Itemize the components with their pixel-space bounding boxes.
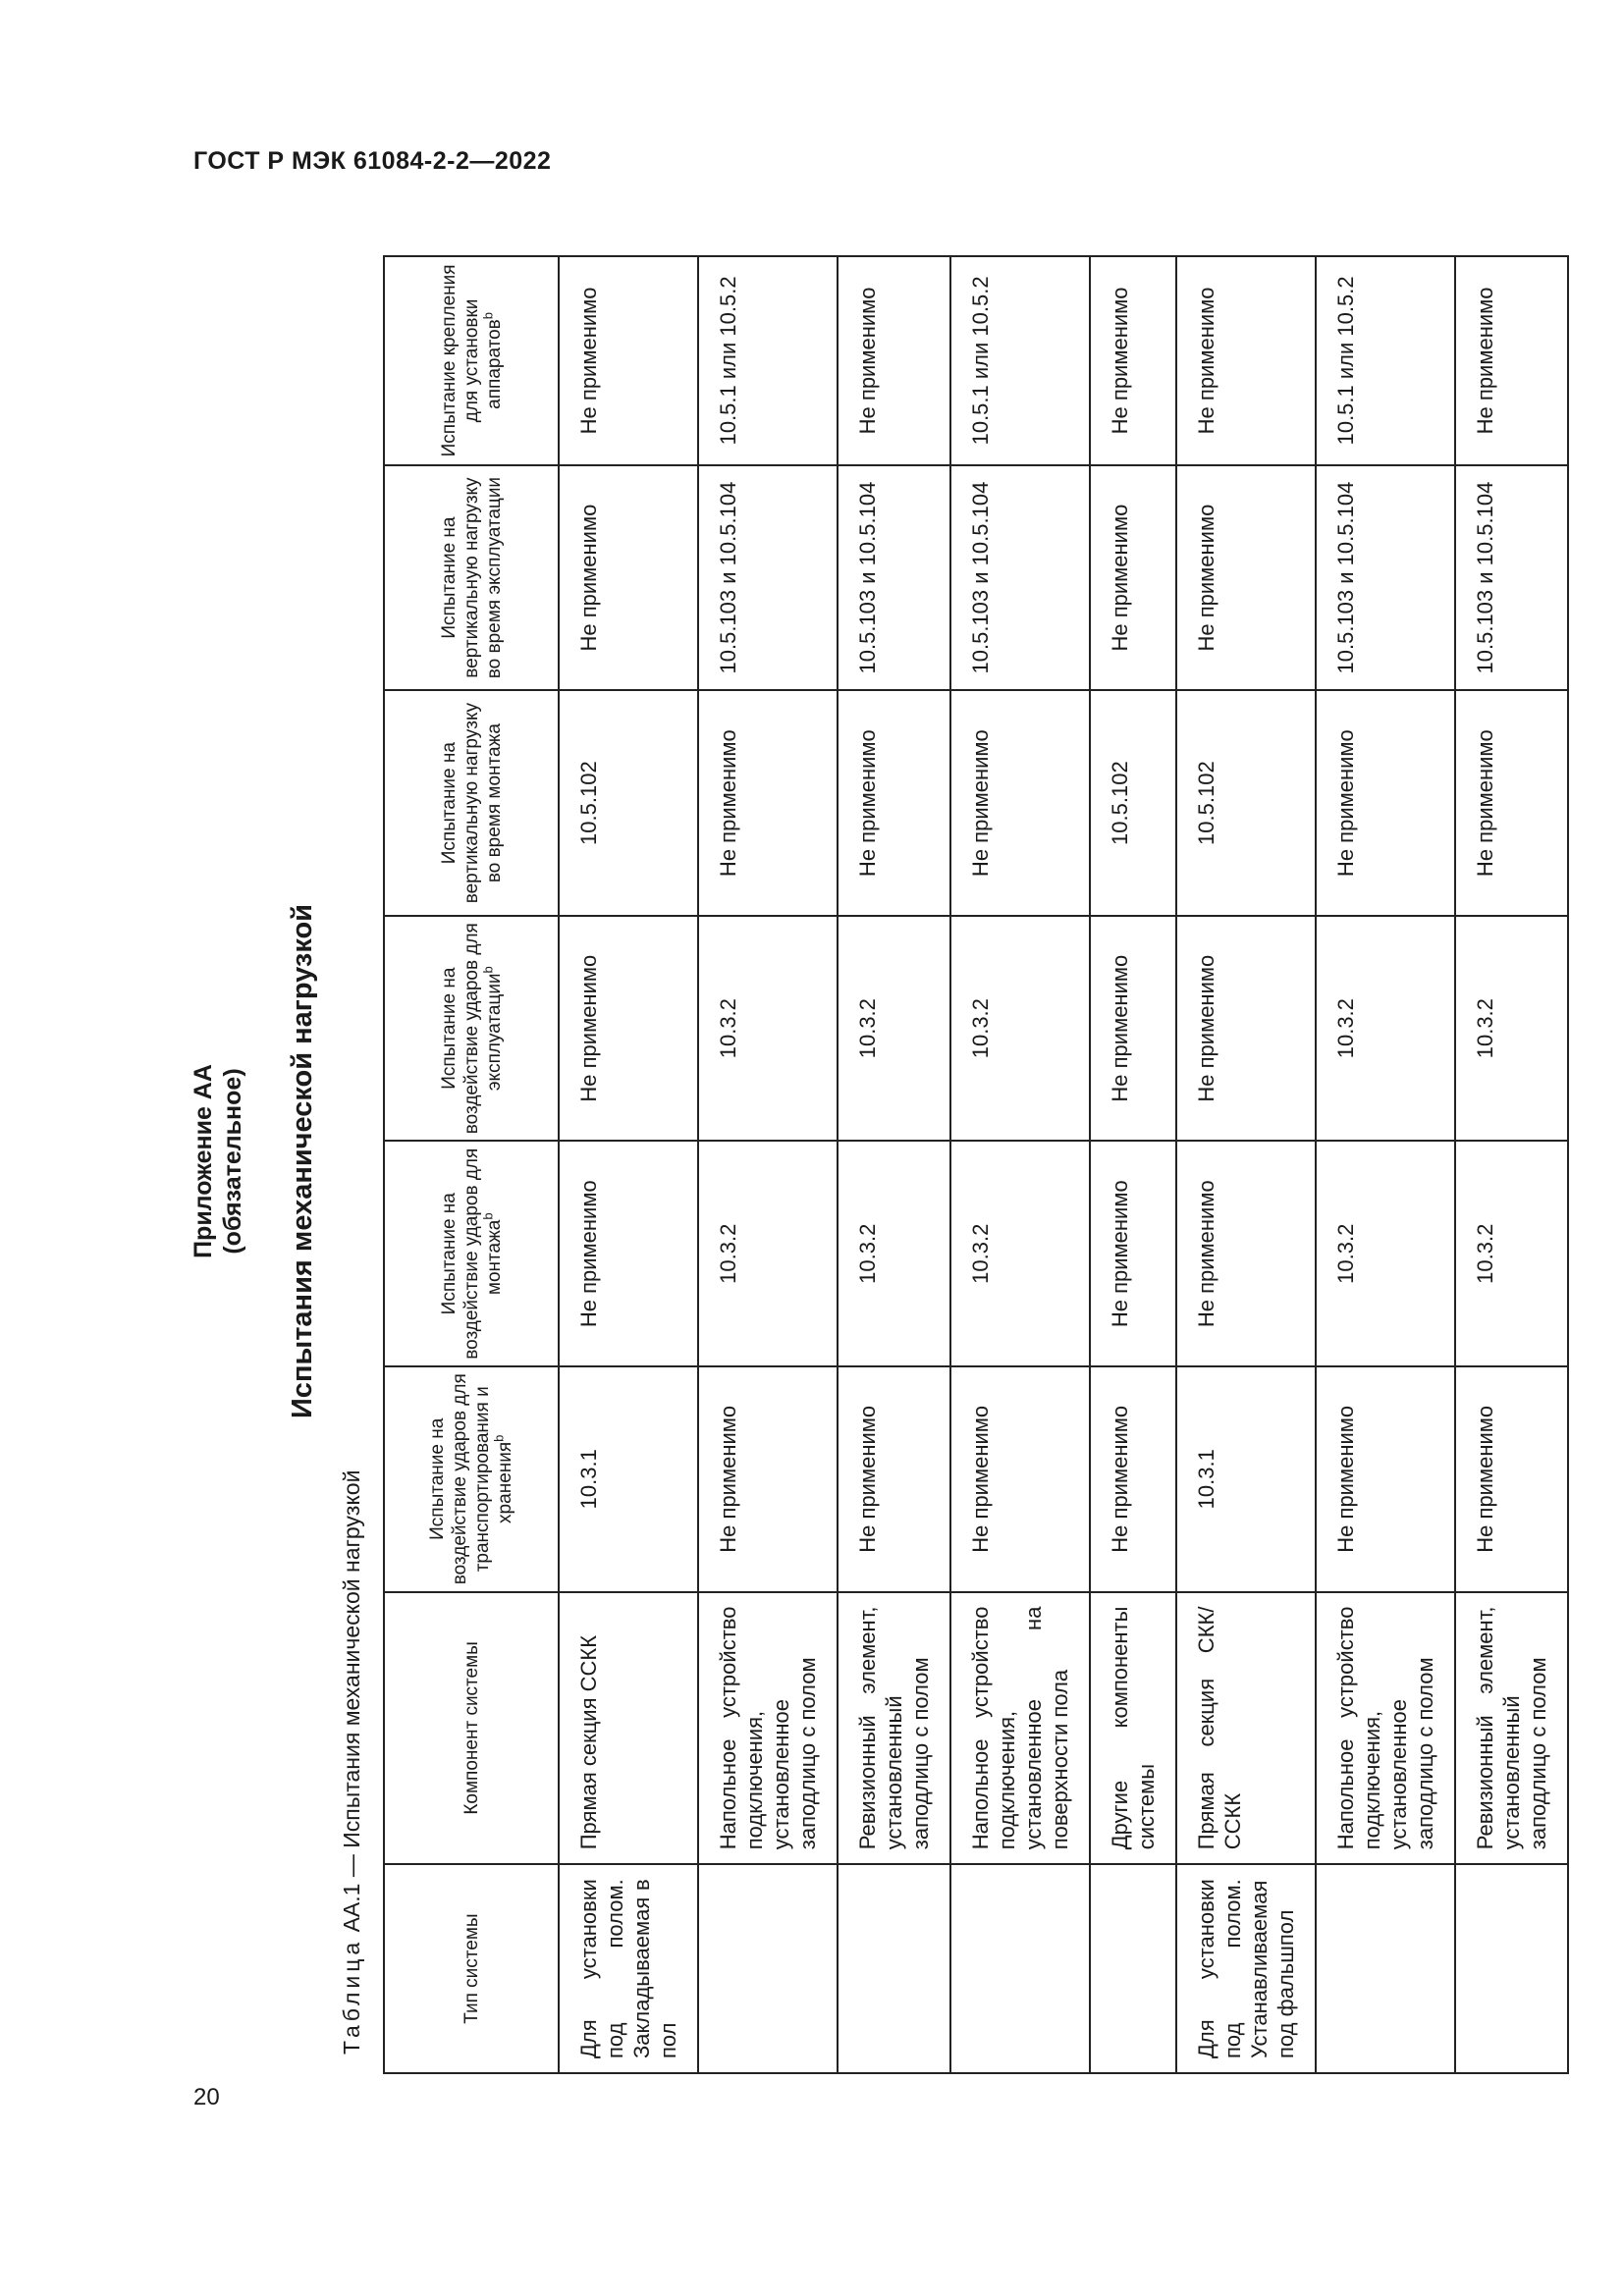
test-clause-cell: 10.3.2 (698, 916, 838, 1142)
system-type-cell (1455, 1864, 1568, 2073)
table-caption-prefix: Таблица (339, 1938, 364, 2055)
footnote-marker: b (491, 1434, 507, 1442)
column-header (384, 690, 559, 916)
test-clause-cell: 10.3.2 (838, 1141, 950, 1366)
test-clause-cell: Не применимо (1176, 256, 1316, 465)
column-header-label: Испытание на воздействие ударов для транспортирования и хранения (427, 1373, 515, 1585)
table-row (838, 256, 950, 2073)
system-type-cell (1316, 1864, 1455, 2073)
test-clause-cell: 10.3.2 (1455, 1141, 1568, 1366)
component-cell: Ревизионный элемент, установленный заподлицо с полом (1455, 1592, 1568, 1865)
footnote-marker: b (480, 1212, 496, 1220)
component-cell: Другие компоненты системы (1090, 1592, 1176, 1865)
test-clause-cell: 10.5.103 и 10.5.104 (838, 465, 950, 691)
test-clause-cell: 10.3.2 (1316, 1141, 1455, 1366)
test-clause-cell: Не применимо (559, 916, 698, 1142)
table-body (559, 256, 1568, 2073)
appendix-status: (обязательное) (219, 1068, 246, 1255)
test-clause-cell: 10.5.102 (559, 690, 698, 916)
table-row (698, 256, 838, 2073)
test-clause-cell: Не применимо (838, 1366, 950, 1592)
component-cell: Ревизионный элемент, установленный заподлицо с полом (838, 1592, 950, 1865)
test-clause-cell: 10.5.102 (1090, 690, 1176, 916)
column-header-label: Испытание на вертикальную нагрузку во время эксплуатации (438, 476, 505, 679)
mechanical-tests-table (383, 255, 1569, 2074)
test-clause-cell: Не применимо (1316, 1366, 1455, 1592)
test-clause-cell: Не применимо (698, 690, 838, 916)
system-type-cell (838, 1864, 950, 2073)
test-clause-cell: 10.5.103 и 10.5.104 (698, 465, 838, 691)
column-header (384, 256, 559, 465)
test-clause-cell: 10.5.102 (1176, 690, 1316, 916)
test-clause-cell: Не применимо (1455, 1366, 1568, 1592)
appendix-heading (189, 239, 247, 2084)
test-clause-cell: 10.5.1 или 10.5.2 (698, 256, 838, 465)
document-header: ГОСТ Р МЭК 61084-2-2—2022 (193, 147, 552, 175)
test-clause-cell: Не применимо (559, 1141, 698, 1366)
rotated-page-content (189, 239, 1550, 2084)
test-clause-cell: Не применимо (838, 690, 950, 916)
test-clause-cell: Не применимо (1090, 465, 1176, 691)
test-clause-cell: 10.5.103 и 10.5.104 (1316, 465, 1455, 691)
system-type-cell: Для установки под полом. Устанавливаемая под фальшпол (1176, 1864, 1316, 2073)
component-cell: Напольное устройство подключения, установленное заподлицо с полом (698, 1592, 838, 1865)
test-clause-cell: 10.5.103 и 10.5.104 (1455, 465, 1568, 691)
test-clause-cell: 10.5.103 и 10.5.104 (950, 465, 1090, 691)
test-clause-cell: Не применимо (1176, 1141, 1316, 1366)
system-type-cell (698, 1864, 838, 2073)
test-clause-cell: Не применимо (1090, 1366, 1176, 1592)
test-clause-cell: 10.3.2 (698, 1141, 838, 1366)
component-cell: Прямая секция СКК/ССКК (1176, 1592, 1316, 1865)
test-clause-cell: Не применимо (1176, 465, 1316, 691)
test-clause-cell: Не применимо (1455, 256, 1568, 465)
system-type-cell: Для установки под полом. Закладываемая в пол (559, 1864, 698, 2073)
component-cell: Напольное устройство подключения, установленное заподлицо с полом (1316, 1592, 1455, 1865)
test-clause-cell: 10.3.2 (838, 916, 950, 1142)
test-clause-cell: 10.3.2 (1455, 916, 1568, 1142)
test-clause-cell: 10.3.2 (1316, 916, 1455, 1142)
test-clause-cell: Не применимо (838, 256, 950, 465)
test-clause-cell: Не применимо (698, 1366, 838, 1592)
test-clause-cell: 10.3.2 (950, 916, 1090, 1142)
test-clause-cell: 10.3.1 (559, 1366, 698, 1592)
page-number: 20 (193, 2084, 220, 2110)
test-clause-cell: Не применимо (1090, 256, 1176, 465)
footnote-marker: b (480, 966, 496, 974)
table-row (1176, 256, 1316, 2073)
test-clause-cell: Не применимо (559, 465, 698, 691)
table-row (1455, 256, 1568, 2073)
column-header (384, 465, 559, 691)
test-clause-cell: Не применимо (1090, 916, 1176, 1142)
column-header-label: Испытание на вертикальную нагрузку во время монтажа (438, 702, 505, 904)
column-header (384, 1366, 559, 1592)
column-header (384, 1141, 559, 1366)
system-type-cell (950, 1864, 1090, 2073)
table-row (559, 256, 698, 2073)
test-clause-cell: 10.3.1 (1176, 1366, 1316, 1592)
component-cell: Прямая секция ССКК (559, 1592, 698, 1865)
column-header-label: Испытание крепления для установки аппаратов (438, 264, 505, 457)
column-header (384, 916, 559, 1142)
table-header-row (384, 256, 559, 2073)
test-clause-cell: Не применимо (1455, 690, 1568, 916)
test-clause-cell: 10.5.1 или 10.5.2 (1316, 256, 1455, 465)
test-clause-cell: 10.3.2 (950, 1141, 1090, 1366)
column-header-label: Испытание на воздействие ударов для монтажа (438, 1148, 505, 1360)
test-clause-cell: Не применимо (950, 690, 1090, 916)
appendix-title: Приложение АА (189, 1064, 217, 1258)
table-row (1090, 256, 1176, 2073)
table-row (1316, 256, 1455, 2073)
test-clause-cell: Не применимо (1176, 916, 1316, 1142)
table-caption (339, 1470, 365, 2055)
test-clause-cell: Не применимо (1316, 690, 1455, 916)
test-clause-cell: 10.5.1 или 10.5.2 (950, 256, 1090, 465)
footnote-marker: b (480, 312, 496, 320)
column-header-label: Компонент системы (460, 1641, 482, 1815)
section-title: Испытания механической нагрузкой (287, 903, 318, 1419)
component-cell: Напольное устройство подключения, установленное на поверхности пола (950, 1592, 1090, 1865)
column-header-label: Испытание на воздействие ударов для эксплуатации (438, 923, 505, 1135)
test-clause-cell: Не применимо (1090, 1141, 1176, 1366)
column-header (384, 1864, 559, 2073)
table-row (950, 256, 1090, 2073)
column-header (384, 1592, 559, 1865)
system-type-cell (1090, 1864, 1176, 2073)
test-clause-cell: Не применимо (950, 1366, 1090, 1592)
test-clause-cell: Не применимо (559, 256, 698, 465)
table-caption-text: АА.1 — Испытания механической нагрузкой (339, 1469, 364, 1939)
column-header-label: Тип системы (460, 1913, 482, 2024)
